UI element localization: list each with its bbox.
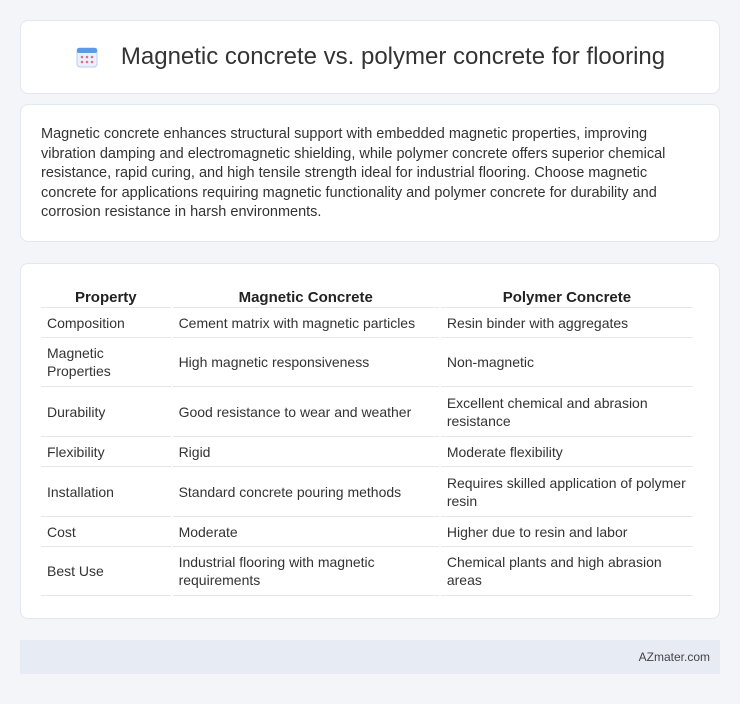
comparison-table-card <box>20 263 720 619</box>
footer-bar <box>20 640 720 674</box>
calendar-icon <box>75 45 99 69</box>
header-property: Property <box>41 284 171 308</box>
summary-card <box>20 104 720 242</box>
table-row <box>41 517 693 547</box>
table-row <box>41 308 693 338</box>
table-cell: Composition <box>41 308 171 338</box>
table-row <box>41 437 693 467</box>
summary-text: Magnetic concrete enhances structural support with embedded magnetic properties, improving vibration damping and electromagnetic shielding, while polymer concrete offers superior chemical resistance, rapid curing, and high tensile strength ideal for industrial flooring. Choose magnetic concrete for applications requiring magnetic functionality and polymer concrete for durability and corrosion resistance in harsh environments. <box>41 126 666 220</box>
table-row <box>41 338 693 387</box>
table-cell: High magnetic responsiveness <box>173 338 439 387</box>
table-cell: Durability <box>41 387 171 437</box>
table-cell: Requires skilled application of polymer resin <box>441 467 693 517</box>
comparison-table <box>39 284 695 596</box>
table-header-row <box>41 284 693 308</box>
table-cell: Flexibility <box>41 437 171 467</box>
title-card <box>20 20 720 94</box>
table-cell: Resin binder with aggregates <box>441 308 693 338</box>
table-row <box>41 467 693 517</box>
page-title: Magnetic concrete vs. polymer concrete for flooring <box>120 43 666 70</box>
table-cell: Best Use <box>41 547 171 596</box>
table-cell: Standard concrete pouring methods <box>173 467 439 517</box>
footer-brand-link[interactable]: AZmater.com <box>638 650 710 664</box>
header-polymer-concrete: Polymer Concrete <box>441 284 693 308</box>
table-cell: Rigid <box>173 437 439 467</box>
table-cell: Non-magnetic <box>441 338 693 387</box>
table-row <box>41 387 693 437</box>
table-cell: Magnetic Properties <box>41 338 171 387</box>
table-cell: Good resistance to wear and weather <box>173 387 439 437</box>
table-cell: Installation <box>41 467 171 517</box>
table-cell: Moderate flexibility <box>441 437 693 467</box>
table-cell: Cost <box>41 517 171 547</box>
table-row <box>41 547 693 596</box>
table-cell: Moderate <box>173 517 439 547</box>
table-cell: Industrial flooring with magnetic requirements <box>173 547 439 596</box>
table-cell: Excellent chemical and abrasion resistance <box>441 387 693 437</box>
table-cell: Higher due to resin and labor <box>441 517 693 547</box>
table-cell: Cement matrix with magnetic particles <box>173 308 439 338</box>
header-magnetic-concrete: Magnetic Concrete <box>173 284 439 308</box>
table-cell: Chemical plants and high abrasion areas <box>441 547 693 596</box>
